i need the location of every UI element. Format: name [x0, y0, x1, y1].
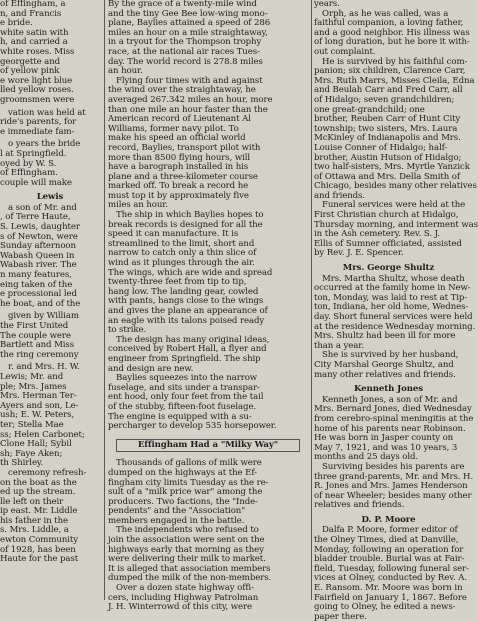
text-line: faithful companion, a loving father, [314, 18, 464, 29]
text-line: in a tryout for the Thompson trophy [108, 37, 262, 48]
text-line: of long duration, but he bore it with- [314, 37, 470, 48]
text-line: dumped the milk of the non-members. [108, 573, 272, 584]
text-line: georgette and [0, 56, 61, 67]
text-line: Funeral services were held at the [322, 200, 466, 211]
text-line: n many features, [0, 270, 72, 281]
text-line: Baylies squeezes into the narrow [116, 373, 258, 384]
text-line: oyed by W. S. [0, 158, 57, 169]
text-line: field, Tuesday, following funeral ser- [314, 563, 469, 574]
article-heading: Lewis [36, 192, 64, 203]
text-line: to strike. [108, 325, 147, 336]
text-line: ton, Monday, was laid to rest at Tip- [314, 292, 468, 303]
text-line: Thousands of gallons of milk were [116, 458, 262, 469]
text-line: o years the bride [8, 139, 81, 150]
text-line: eing taken of the [0, 279, 73, 290]
text-line: occurred at the family home in New- [314, 283, 471, 294]
text-line: conceived by Robert Hall, a flyer and [108, 344, 267, 355]
text-line: Haute for the past [0, 554, 79, 565]
text-line: Ayers and son, Le- [0, 400, 79, 411]
text-line: the Olney Times, died at Danville, [314, 535, 459, 546]
text-line: R. Jones and Mrs. James Henderson [314, 481, 468, 492]
text-line: ride's parents, for [0, 117, 77, 128]
text-line: fuselage, and sits under a transpar- [108, 382, 260, 393]
text-line: a son of Mr. and [8, 202, 77, 213]
article-heading: Mrs. George Shultz [342, 263, 435, 274]
text-line: e wore light blue [0, 75, 73, 86]
text-line: than one mile an hour faster than the [108, 104, 268, 115]
text-line: an eagle with its talons poised ready [108, 315, 265, 326]
text-line: The couple were [0, 330, 71, 341]
text-line: highways early that morning as they [108, 544, 264, 555]
text-line: Mrs. Bernard Jones, died Wednesday [314, 404, 472, 415]
text-line: Ellis of Sumner officiated, assisted [314, 238, 462, 249]
text-line: of Effingham. [0, 168, 58, 179]
text-line: Wabash river. The [0, 260, 77, 271]
text-line: e bride. [0, 18, 33, 29]
text-line: make his speed an official world [108, 133, 246, 144]
text-line: of Ottawa and Mrs. Della Smith of [314, 171, 460, 182]
text-line: Over a dozen state highway offi- [116, 583, 254, 594]
text-line: white roses. Miss [0, 46, 75, 57]
text-line: By the grace of a twenty-mile wind [108, 0, 257, 9]
text-line: dumped on the highways at the Ef- [108, 467, 257, 478]
text-line: hang low. The landing gear, cowled [108, 286, 259, 297]
column-middle [108, 0, 308, 613]
text-line: The engine is equipped with a su- [108, 411, 252, 422]
text-line: Kenneth Jones, a son of Mr. and [322, 394, 458, 405]
text-line: l at Springfield. [0, 148, 67, 159]
text-line: The ship in which Baylies hopes to [116, 210, 264, 221]
text-line: Mrs. Shultz had been ill for more [314, 331, 456, 342]
text-line: averaged 267.342 miles an hour, more [108, 94, 273, 105]
text-line: She is survived by her husband, [322, 350, 459, 361]
text-line: narrow to catch only a thin slice of [108, 248, 257, 259]
text-line: Louise Conner of Hidalgo; half- [314, 142, 448, 153]
text-line: Lewis; Mr. and [0, 371, 64, 382]
text-line: join the association were sent on the [108, 535, 265, 546]
text-line: h, and carried a [0, 37, 68, 48]
text-line: of Hidalgo; seven grandchildren; [314, 94, 455, 105]
text-line: were delivering their milk to market. [108, 554, 266, 565]
text-line: sult of a "milk price war" among the [108, 487, 263, 498]
text-line: Orph, as he was called, was a [322, 8, 449, 19]
text-line: and friends. [314, 190, 365, 201]
text-line: groomsmen were [0, 94, 75, 105]
text-line: r. and Mrs. H. W. [8, 362, 80, 373]
text-line: Sunday afternoon [0, 241, 76, 252]
text-line: vices at Olney, conducted by Rev. A. [314, 573, 467, 584]
text-line: bladder trouble. Burial was at Fair- [314, 554, 465, 565]
text-line: the ring ceremony [0, 349, 79, 360]
text-line: and the tiny Gee Bee low-wing mono- [108, 8, 268, 19]
text-line: He was born in Jasper county on [314, 433, 454, 444]
text-line: months and 25 days old. [314, 452, 419, 463]
text-line: engineer from Springfield. The ship [108, 353, 261, 364]
text-line: Mrs. Martha Shultz, whose death [322, 273, 465, 284]
text-line: township; two sisters, Mrs. Laura [314, 123, 458, 134]
column-divider [104, 0, 105, 600]
text-line: sh; Faye Aken; [0, 448, 63, 459]
text-line: plane and a three-kilometer course [108, 171, 258, 182]
text-line: lle left on their [0, 496, 64, 507]
text-line: going to Olney, he edited a news- [314, 602, 456, 613]
text-line: miles an hour on a mile straightaway, [108, 27, 268, 38]
text-line: wind as it plunges through the air. [108, 258, 255, 269]
text-line: in the Ash cemetery. Rev. S. J. [314, 229, 440, 240]
column-divider [311, 0, 312, 600]
text-line: brother, Austin Hutson of Hidalgo; [314, 152, 462, 163]
text-line: City Marshal George Shultz, and [314, 359, 454, 370]
text-line: and a good neighbor. His illness was [314, 27, 470, 38]
text-line: percharger to develop 535 horsepower. [108, 421, 277, 432]
text-line: ent hood, only four feet from the tail [108, 392, 264, 403]
text-line: ewton Community [0, 535, 79, 546]
text-line: streamlined to the limit, short and [108, 238, 255, 249]
text-line: ter; Stella Mae [0, 419, 64, 430]
text-line: must top it by approximately five [108, 190, 249, 201]
text-line: record, Baylies, transport pilot with [108, 142, 261, 153]
text-line: Surviving besides his parents are [322, 461, 465, 472]
text-line: S. Lewis, daughter [0, 222, 80, 233]
text-line: s. Mrs. Liddle, a [0, 525, 69, 536]
spacer [314, 380, 463, 383]
text-line: e immediate fam- [0, 126, 75, 137]
text-line: on the boat as the [0, 477, 77, 488]
text-line: E. Ransom. Mr. Moore was born in [314, 583, 463, 594]
text-line: day. The world record is 278.8 miles [108, 56, 263, 67]
text-line: speed it can manufacture. It is [108, 229, 239, 240]
text-line: Clone Hall; Sybil [0, 439, 72, 450]
text-line: at the residence Wednesday morning. [314, 321, 476, 332]
text-line: home of his parents near Robinson. [314, 423, 466, 434]
text-line: relatives and friends. [314, 500, 405, 511]
text-line: Wabash Queen in [0, 250, 75, 261]
text-line: couple will make [0, 177, 72, 188]
text-line: out complaint. [314, 46, 376, 57]
text-line: ton, Indiana, her old home, Wednes- [314, 302, 469, 313]
spacer [314, 259, 463, 262]
article-heading: Effingham Had a "Milky Way" [116, 439, 300, 453]
text-line: The independents who refused to [116, 525, 259, 536]
text-line: plane, Baylies attained a speed of 286 [108, 18, 271, 29]
text-line: members engaged in the battle. [108, 515, 245, 526]
text-line: of yellow pink [0, 66, 60, 77]
text-line: n, and Francis [0, 8, 62, 19]
text-line: race, at the national air races Tues- [108, 46, 260, 57]
text-line: panion; six children, Clarence Carr, [314, 66, 466, 77]
column-left [0, 0, 100, 600]
text-line: the First United [0, 321, 69, 331]
text-line: Chicago, besides many other relatives [314, 181, 477, 192]
text-line: ed up the stream. [0, 487, 76, 498]
text-line: Mrs. Herman Ter- [0, 391, 77, 402]
text-line: white satin with [0, 27, 69, 38]
text-line: The design has many original ideas, [116, 334, 270, 345]
text-line: many other relatives and friends. [314, 369, 456, 380]
text-line: vation was held at [8, 107, 86, 118]
text-line: of Effingham, a [0, 0, 66, 9]
spacer [108, 432, 308, 435]
article-heading: Kenneth Jones [354, 384, 423, 395]
article-heading: D. P. Moore [361, 514, 416, 525]
text-line: three grand-parents, Mr. and Mrs. H. [314, 471, 474, 482]
text-line: It is alleged that association members [108, 563, 271, 574]
text-line: of 1928, has been [0, 544, 76, 555]
text-line: two half-sisters, Mrs. Myrtle Yanzick [314, 162, 470, 173]
text-line: of near Wheeler; besides many other [314, 490, 472, 501]
text-line: J. H. Winterrowd of this city, were [108, 602, 252, 613]
text-line: May 7, 1921, and was 10 years, 3 [314, 442, 458, 453]
text-line: by Rev. J. E. Spencer. [314, 248, 404, 259]
text-line: ss; Helen Carbonet; [0, 429, 85, 440]
text-line: ceremony refresh- [8, 467, 87, 478]
text-line: break records is designed for all the [108, 219, 263, 230]
text-line: more than 8500 flying hours, will [108, 152, 251, 163]
text-line: pendents" and the "Association" [108, 506, 246, 517]
text-line: producers. Two factions, the "Inde- [108, 496, 258, 507]
text-line: and design are new. [108, 363, 194, 374]
text-line: Flying four times with and against [116, 75, 263, 86]
text-line: cers, including Highway Patrolman [108, 592, 259, 603]
text-line: Fairfield on January 1, 1867. Before [314, 592, 467, 603]
text-line: fingham city limits Tuesday as the re- [108, 477, 269, 488]
text-line: miles an hour. [108, 200, 169, 211]
text-line: , of Terre Haute, [0, 212, 71, 223]
text-line: Bartlett and Miss [0, 340, 75, 351]
text-line: s of Newton, were [0, 231, 78, 242]
text-line: McKinley of Indianapolis and Mrs. [314, 133, 461, 144]
spacer [314, 511, 463, 514]
text-line: The wings, which are wide and spread [108, 267, 273, 278]
text-line: one great-grandchild; one [314, 104, 425, 115]
text-line: given by William [8, 311, 79, 322]
text-line: and gives the plane an appearance of [108, 306, 268, 316]
column-right [314, 0, 478, 622]
text-line: twenty-three feet from tip to tip, [108, 277, 247, 288]
text-line: American record of Lieutenant Al [108, 114, 251, 125]
text-line: of the stubby, fifteen-foot fuselage. [108, 401, 257, 412]
text-line: and Beulah Carr and Fred Carr, all [314, 85, 463, 96]
text-line: years. [314, 0, 340, 9]
text-line: First Christian church at Hidalgo, [314, 210, 459, 221]
text-line: brother, Reuben Carr of Hunt City [314, 114, 461, 125]
text-line: lled yellow roses. [0, 85, 74, 96]
text-line: with pants, hangs close to the wings [108, 296, 264, 307]
text-line: from cerebro-spinal meningitis at the [314, 413, 474, 424]
text-line: an hour. [108, 66, 143, 77]
text-line: Monday, following an operation for [314, 544, 464, 555]
text-line: ip east. Mr. Liddle [0, 506, 78, 517]
text-line: marked off. To break a record he [108, 181, 249, 192]
text-line: Dalfa P. Moore, former editor of [322, 525, 458, 536]
text-line: Mrs. Ruth Marrs, Misses Cleila, Edna [314, 75, 475, 86]
text-line: th Shirley. [0, 458, 44, 469]
text-line: e processional led [0, 289, 77, 300]
text-line: have a barograph installed in his [108, 162, 249, 173]
text-line: ush; E. W. Peters, [0, 410, 75, 421]
text-line: ple; Mrs. James [0, 381, 67, 392]
text-line: his father in the [0, 515, 69, 526]
text-line: than a year. [314, 340, 364, 351]
text-line: Williams, former navy pilot. To [108, 123, 239, 134]
spacer [0, 188, 100, 191]
text-line: day. Short funeral services were held [314, 312, 473, 322]
text-line: paper there. [314, 611, 367, 622]
text-line: He is survived by his faithful com- [322, 56, 468, 67]
text-line: Thursday morning, and interment was [314, 219, 478, 230]
text-line: the wind over the straightaway, he [108, 85, 256, 96]
text-line: he boat, and of the [0, 298, 81, 309]
